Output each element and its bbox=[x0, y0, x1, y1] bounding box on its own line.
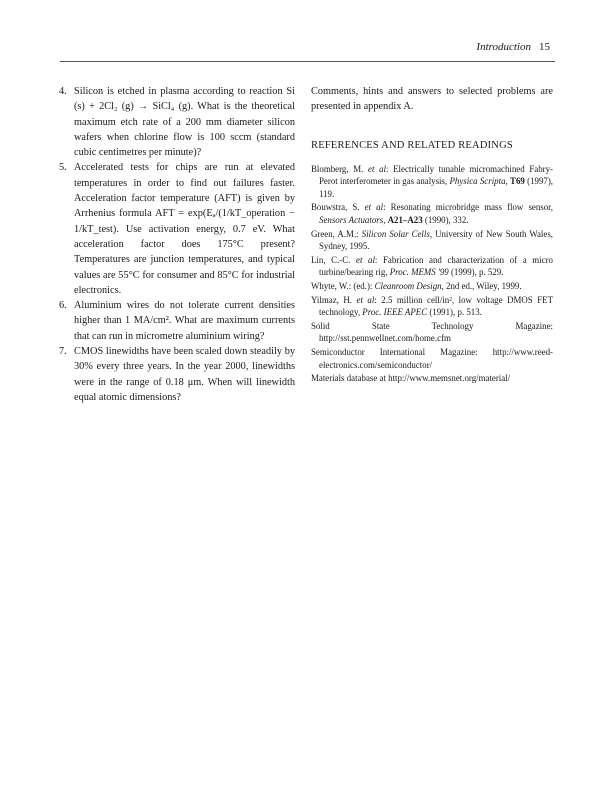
problem-item bbox=[59, 298, 295, 344]
ref-source: Proc. MEMS '99 bbox=[389, 267, 449, 278]
ref-etal: et al bbox=[364, 202, 384, 213]
ref-author: Bouwstra, S. bbox=[311, 202, 365, 213]
problem-number: 6. bbox=[59, 300, 67, 312]
reference-entry bbox=[311, 228, 553, 253]
ref-title: : 2.5 million cell/in², low voltage DMOS FET technology, bbox=[319, 294, 554, 318]
problem-text: CMOS linewidths have been scaled down steadily by 30% every three years. In the year 2000, linewidths were in the range of 0.18 μm. When will linewidth equal atomic dimensions? bbox=[74, 346, 295, 403]
running-head bbox=[476, 41, 550, 53]
ref-source: Silicon Solar Cells bbox=[361, 228, 430, 239]
ref-author: Lin, C.-C. bbox=[311, 254, 356, 265]
reference-entry bbox=[311, 320, 553, 345]
page-number: 15 bbox=[539, 41, 550, 53]
reference-entry bbox=[311, 280, 553, 293]
ref-sep: , bbox=[505, 176, 511, 187]
ref-author: Whyte, W.: (ed.): bbox=[311, 280, 375, 291]
answers-note: Comments, hints and answers to selected problems are presented in appendix A. bbox=[311, 86, 553, 113]
problem-item bbox=[59, 160, 295, 298]
ref-source: Physica Scripta bbox=[449, 176, 506, 187]
problem-text: Accelerated tests for chips are run at elevated temperatures in order to find out failures faster. Acceleration factor temperature (AFT) is given by Arrhenius formula AFT = exp(Eₐ/(1/kT_operation − 1/kT_test). Use activation energy, 0.7 eV. What acceleration factor does 175°C present? Temperatures are junction temperatures, and typical values are 55°C for consumer and 85°C for industrial electronics. bbox=[74, 162, 295, 296]
problem-number: 4. bbox=[59, 86, 67, 97]
reference-entry bbox=[311, 254, 553, 279]
ref-sep: , 2nd ed., Wiley, 1999. bbox=[441, 280, 522, 291]
problem-item bbox=[59, 344, 295, 405]
problem-text: Silicon is etched in plasma according to reaction Si (s) + 2Cl₂ (g) → SiCl₄ (g). What is the theoretical maximum etch rate of a 200 mm diameter silicon wafers when chlorine flow is 100 sccm (standard cubic centimetres per minute)? bbox=[74, 86, 295, 159]
problem-number: 7. bbox=[59, 346, 67, 358]
reference-entry bbox=[311, 163, 553, 201]
ref-sep: , bbox=[383, 214, 388, 225]
problem-text: Aluminium wires do not tolerate current densities higher than 1 MA/cm². What are maximum currents that can run in micrometre aluminium wiring? bbox=[74, 300, 295, 342]
ref-author: Green, A.M.: bbox=[311, 228, 362, 239]
problem-item bbox=[59, 84, 295, 160]
ref-source: Sensors Actuators bbox=[319, 214, 384, 225]
ref-sep: (1991), p. 513. bbox=[427, 307, 482, 318]
ref-source: Proc. IEEE APEC bbox=[362, 307, 428, 318]
reference-entry bbox=[311, 294, 553, 319]
problems-list bbox=[59, 84, 295, 405]
running-title: Introduction bbox=[476, 41, 531, 53]
references-list bbox=[311, 163, 553, 385]
ref-tail: (1997), 119. bbox=[319, 176, 553, 199]
ref-author: Yilmaz, H. bbox=[311, 294, 357, 305]
reference-entry bbox=[311, 372, 553, 385]
ref-title: : Electrically tunable micromachined Fabry-Perot interferometer in gas analysis, bbox=[319, 163, 553, 187]
ref-author: Materials database at http://www.memsnet.org/material/ bbox=[311, 373, 511, 384]
ref-etal: et al bbox=[368, 163, 386, 174]
ref-tail: (1990), 332. bbox=[422, 214, 469, 225]
ref-sep: , University of New South Wales, Sydney, 1995. bbox=[319, 228, 553, 252]
ref-volume: A21–A23 bbox=[387, 214, 423, 225]
ref-source: Cleanroom Design bbox=[374, 280, 442, 291]
right-column bbox=[311, 84, 553, 386]
ref-etal: et al bbox=[356, 294, 375, 305]
ref-author: Blomberg, M. bbox=[311, 163, 368, 174]
ref-title: : Resonating microbridge mass flow sensor, bbox=[383, 202, 553, 213]
header-rule bbox=[60, 61, 555, 62]
reference-entry bbox=[311, 201, 553, 226]
ref-title: : Fabrication and characterization of a micro turbine/bearing rig, bbox=[319, 254, 553, 278]
ref-etal: et al bbox=[356, 254, 375, 265]
ref-sep: (1999), p. 529. bbox=[448, 267, 504, 278]
ref-author: Semiconductor International Magazine: http://www.reed-electronics.com/semiconductor/ bbox=[311, 346, 553, 370]
ref-volume: T69 bbox=[510, 176, 525, 187]
reference-entry bbox=[311, 346, 553, 371]
references-heading: REFERENCES AND RELATED READINGS bbox=[311, 139, 513, 151]
ref-author: Solid State Technology Magazine: http://sst.pennwellnet.com/home.cfm bbox=[311, 320, 553, 344]
problem-number: 5. bbox=[59, 162, 67, 174]
